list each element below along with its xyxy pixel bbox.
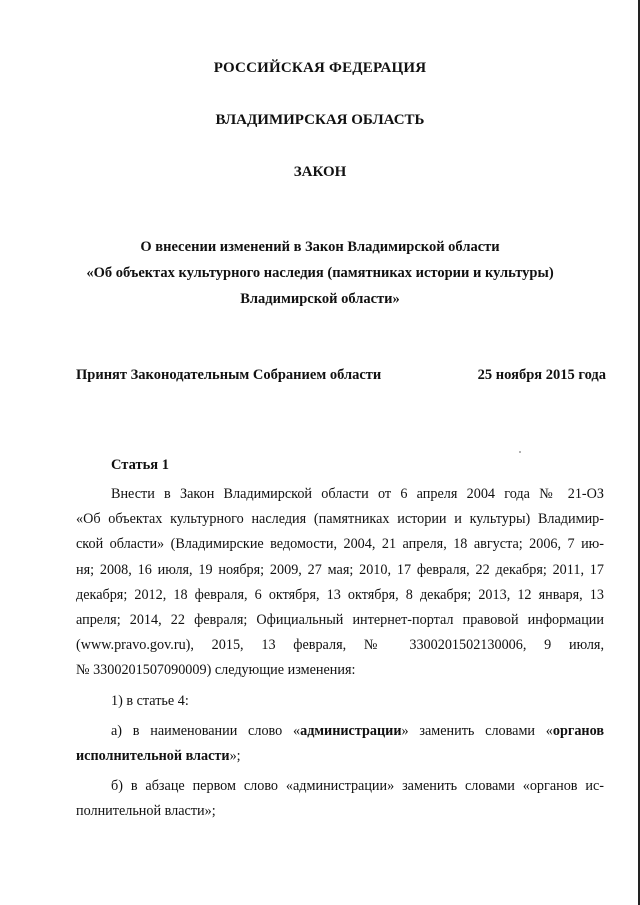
article-line-3: ской области» (Владимирские ведомости, 2004, 21 апреля, 18 августа; 2006, 7 ию- — [76, 536, 604, 553]
article-body — [76, 482, 604, 825]
article-line-5: декабря; 2012, 18 февраля, 6 октября, 13 октября, 8 декабря; 2013, 12 января, 13 — [76, 586, 604, 603]
law-title — [0, 234, 640, 312]
article-line-8: № 3300201507090009) следующие изменения: — [76, 662, 356, 679]
scan-speck — [519, 451, 521, 453]
law-title-line-2: «Об объектах культурного наследия (памятниках истории и культуры) — [86, 265, 554, 281]
article-line-2: «Об объектах культурного наследия (памятниках истории и культуры) Владимир- — [76, 511, 604, 528]
article-heading: Статья 1 — [111, 457, 169, 473]
adoption-date: 25 ноября 2015 года — [477, 367, 606, 383]
item-1: 1) в статье 4: — [111, 692, 189, 709]
item-b-line-1: б) в абзаце первом слово «администрации» заменить словами «органов ис- — [111, 778, 604, 795]
adopted-by: Принят Законодательным Собранием области — [76, 367, 382, 383]
item-a-word-2-part-2: исполнительной власти — [76, 748, 230, 765]
item-b-line-2: полнительной власти»; — [76, 803, 216, 820]
item-a-line-1 — [76, 719, 604, 744]
adoption-line — [76, 367, 606, 384]
header-region: ВЛАДИМИРСКАЯ ОБЛАСТЬ — [215, 112, 425, 128]
item-a-word-2-part-1: органов — [552, 722, 604, 739]
article-line-1: Внести в Закон Владимирской области от 6 апреля 2004 года № 21-ОЗ — [111, 486, 604, 502]
header-country: РОССИЙСКАЯ ФЕДЕРАЦИЯ — [213, 60, 427, 76]
item-a-middle: » заменить словами « — [401, 722, 553, 739]
article-line-6: апреля; 2014, 22 февраля; Официальный интернет-портал правовой информации — [76, 612, 604, 629]
law-title-line-3: Владимирской области» — [240, 291, 400, 307]
item-a-line-2 — [76, 744, 604, 769]
document-type: ЗАКОН — [293, 164, 347, 180]
article-line-4: ня; 2008, 16 июля, 19 ноября; 2009, 27 мая; 2010, 17 февраля, 22 декабря; 2011, 17 — [76, 561, 604, 578]
item-a-word-1: администрации — [300, 722, 402, 739]
item-a-suffix: »; — [229, 748, 241, 765]
item-a-prefix: а) в наименовании слово « — [111, 722, 301, 739]
article-line-7: (www.pravo.gov.ru), 2015, 13 февраля, № 3300201502130006, 9 июля, — [76, 637, 604, 654]
law-title-line-1: О внесении изменений в Закон Владимирской области — [140, 239, 500, 255]
